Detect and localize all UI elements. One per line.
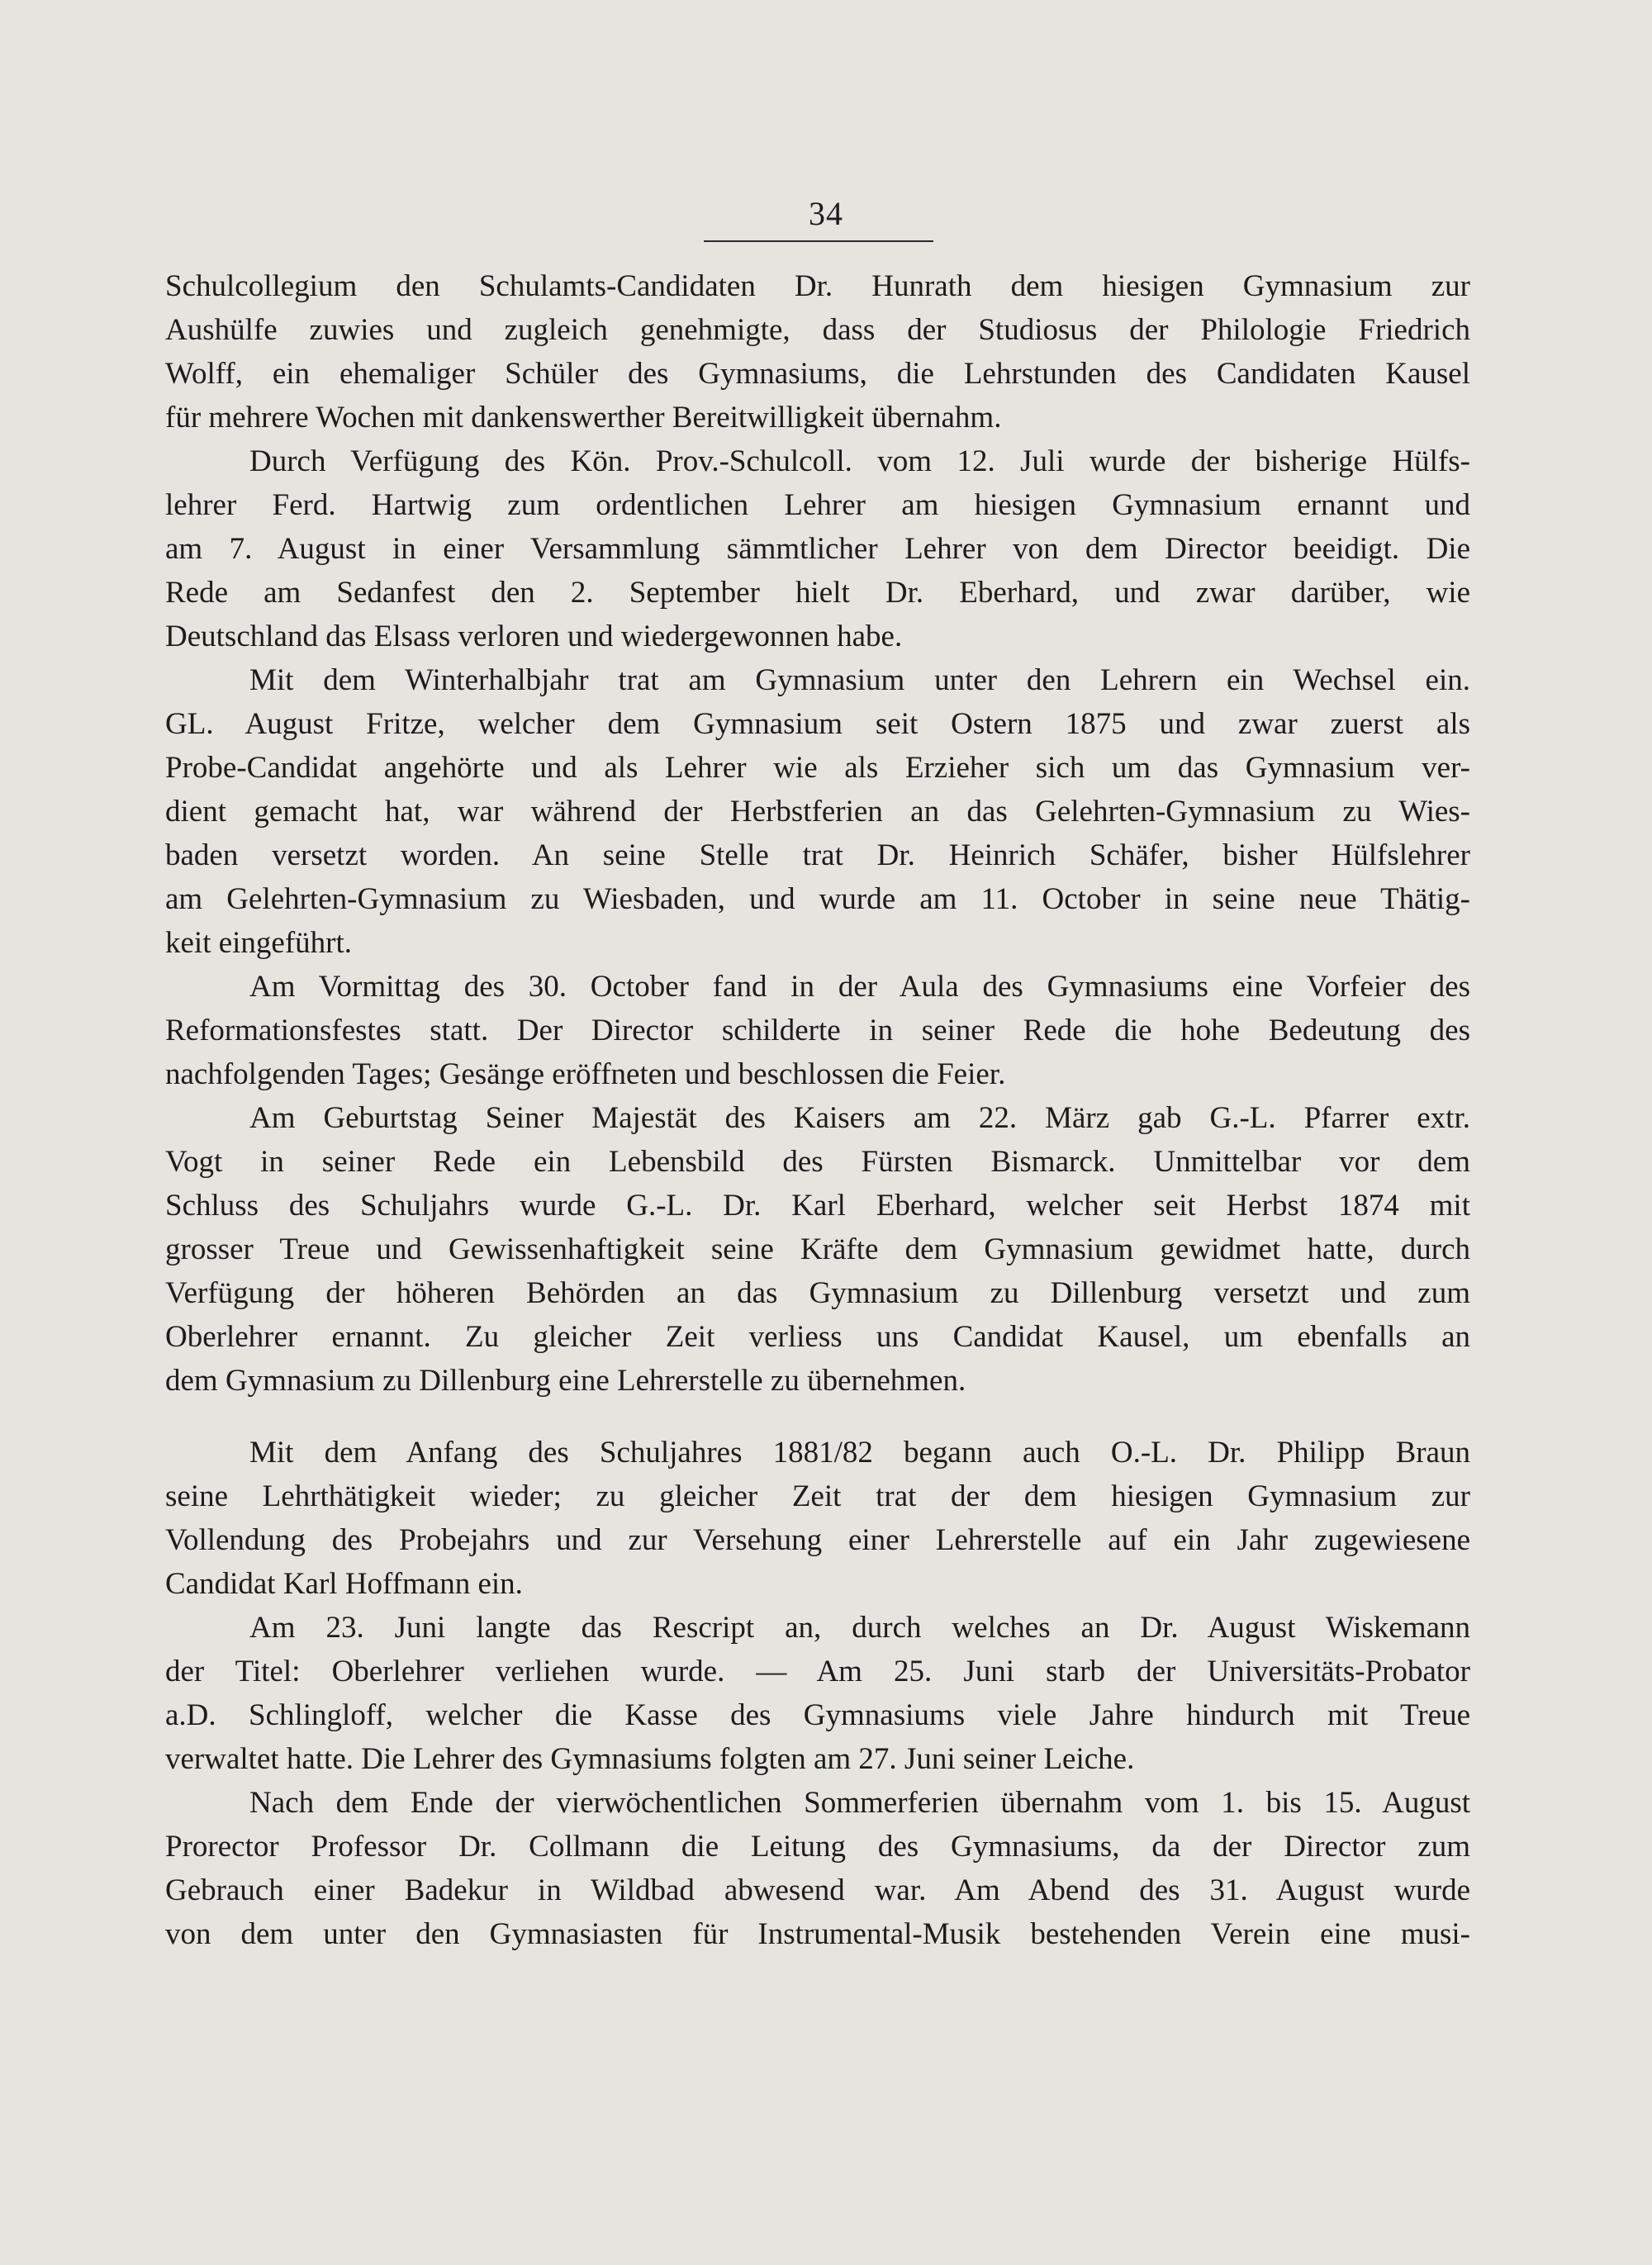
text-line: Wolff, ein ehemaliger Schüler des Gymnasiums, die Lehrstunden des Candidaten Kausel bbox=[165, 357, 1470, 391]
text-line: Gebrauch einer Badekur in Wildbad abwesend war. Am Abend des 31. August wurde bbox=[165, 1873, 1470, 1907]
text-line: dem Gymnasium zu Dillenburg eine Lehrerstelle zu übernehmen. bbox=[165, 1364, 966, 1398]
text-line: Vollendung des Probejahrs und zur Versehung einer Lehrerstelle auf ein Jahr zugewiesene bbox=[165, 1523, 1470, 1557]
text-line: verwaltet hatte. Die Lehrer des Gymnasiums folgten am 27. Juni seiner Leiche. bbox=[165, 1742, 1135, 1776]
text-line: lehrer Ferd. Hartwig zum ordentlichen Lehrer am hiesigen Gymnasium ernannt und bbox=[165, 488, 1470, 522]
text-line: Durch Verfügung des Kön. Prov.-Schulcoll. vom 12. Juli wurde der bisherige Hülfs- bbox=[249, 444, 1470, 478]
text-line: Nach dem Ende der vierwöchentlichen Sommerferien übernahm vom 1. bis 15. August bbox=[249, 1786, 1470, 1820]
paragraph bbox=[165, 1606, 1470, 1781]
text-line: Rede am Sedanfest den 2. September hielt Dr. Eberhard, und zwar darüber, wie bbox=[165, 576, 1470, 610]
body-text bbox=[165, 264, 1470, 1956]
paragraph bbox=[165, 1781, 1470, 1956]
section-gap bbox=[165, 1403, 1470, 1431]
text-line: Deutschland das Elsass verloren und wiedergewonnen habe. bbox=[165, 620, 903, 653]
text-line: a.D. Schlingloff, welcher die Kasse des Gymnasiums viele Jahre hindurch mit Treue bbox=[165, 1698, 1470, 1732]
text-line: der Titel: Oberlehrer verliehen wurde. — Am 25. Juni starb der Universitäts-Probator bbox=[165, 1655, 1470, 1688]
text-line: für mehrere Wochen mit dankenswerther Bereitwilligkeit übernahm. bbox=[165, 401, 1002, 434]
paragraph bbox=[165, 264, 1470, 439]
text-line: Oberlehrer ernannt. Zu gleicher Zeit verliess uns Candidat Kausel, um ebenfalls an bbox=[165, 1320, 1470, 1354]
text-line: am Gelehrten-Gymnasium zu Wiesbaden, und wurde am 11. October in seine neue Thätig- bbox=[165, 882, 1470, 916]
text-line: keit eingeführt. bbox=[165, 926, 353, 960]
header-rule bbox=[704, 240, 933, 242]
paragraph bbox=[165, 658, 1470, 965]
text-line: Am 23. Juni langte das Rescript an, durch welches an Dr. August Wiskemann bbox=[249, 1611, 1470, 1645]
text-line: Am Vormittag des 30. October fand in der Aula des Gymnasiums eine Vorfeier des bbox=[249, 970, 1470, 1004]
text-line: seine Lehrthätigkeit wieder; zu gleicher Zeit trat der dem hiesigen Gymnasium zur bbox=[165, 1479, 1470, 1513]
paragraph bbox=[165, 965, 1470, 1096]
paragraph bbox=[165, 1096, 1470, 1403]
text-line: Candidat Karl Hoffmann ein. bbox=[165, 1567, 523, 1601]
text-line: Mit dem Anfang des Schuljahres 1881/82 begann auch O.-L. Dr. Philipp Braun bbox=[249, 1436, 1470, 1470]
text-line: nachfolgenden Tages; Gesänge eröffneten und beschlossen die Feier. bbox=[165, 1057, 1006, 1091]
text-line: GL. August Fritze, welcher dem Gymnasium seit Ostern 1875 und zwar zuerst als bbox=[165, 707, 1470, 741]
text-line: Schluss des Schuljahrs wurde G.-L. Dr. Karl Eberhard, welcher seit Herbst 1874 mit bbox=[165, 1189, 1470, 1223]
paragraph bbox=[165, 439, 1470, 658]
text-line: Am Geburtstag Seiner Majestät des Kaisers am 22. März gab G.-L. Pfarrer extr. bbox=[249, 1101, 1470, 1135]
text-line: Prorector Professor Dr. Collmann die Leitung des Gymnasiums, da der Director zum bbox=[165, 1830, 1470, 1864]
text-line: dient gemacht hat, war während der Herbstferien an das Gelehrten-Gymnasium zu Wies- bbox=[165, 795, 1470, 829]
page-number: 34 bbox=[809, 195, 843, 232]
text-line: Mit dem Winterhalbjahr trat am Gymnasium unter den Lehrern ein Wechsel ein. bbox=[249, 663, 1470, 697]
paragraph bbox=[165, 1431, 1470, 1606]
text-line: Aushülfe zuwies und zugleich genehmigte, dass der Studiosus der Philologie Friedrich bbox=[165, 313, 1470, 347]
text-line: am 7. August in einer Versammlung sämmtlicher Lehrer von dem Director beeidigt. Die bbox=[165, 532, 1470, 566]
text-line: Verfügung der höheren Behörden an das Gymnasium zu Dillenburg versetzt und zum bbox=[165, 1276, 1470, 1310]
text-line: baden versetzt worden. An seine Stelle trat Dr. Heinrich Schäfer, bisher Hülfslehrer bbox=[165, 838, 1470, 872]
text-line: Schulcollegium den Schulamts-Candidaten Dr. Hunrath dem hiesigen Gymnasium zur bbox=[165, 269, 1470, 303]
text-line: Vogt in seiner Rede ein Lebensbild des Fürsten Bismarck. Unmittelbar vor dem bbox=[165, 1145, 1470, 1179]
text-line: grosser Treue und Gewissenhaftigkeit seine Kräfte dem Gymnasium gewidmet hatte, durch bbox=[165, 1232, 1470, 1266]
text-line: von dem unter den Gymnasiasten für Instrumental-Musik bestehenden Verein eine musi- bbox=[165, 1917, 1470, 1951]
text-line: Reformationsfestes statt. Der Director schilderte in seiner Rede die hohe Bedeutung des bbox=[165, 1014, 1470, 1047]
text-line: Probe-Candidat angehörte und als Lehrer wie als Erzieher sich um das Gymnasium ver- bbox=[165, 751, 1470, 785]
